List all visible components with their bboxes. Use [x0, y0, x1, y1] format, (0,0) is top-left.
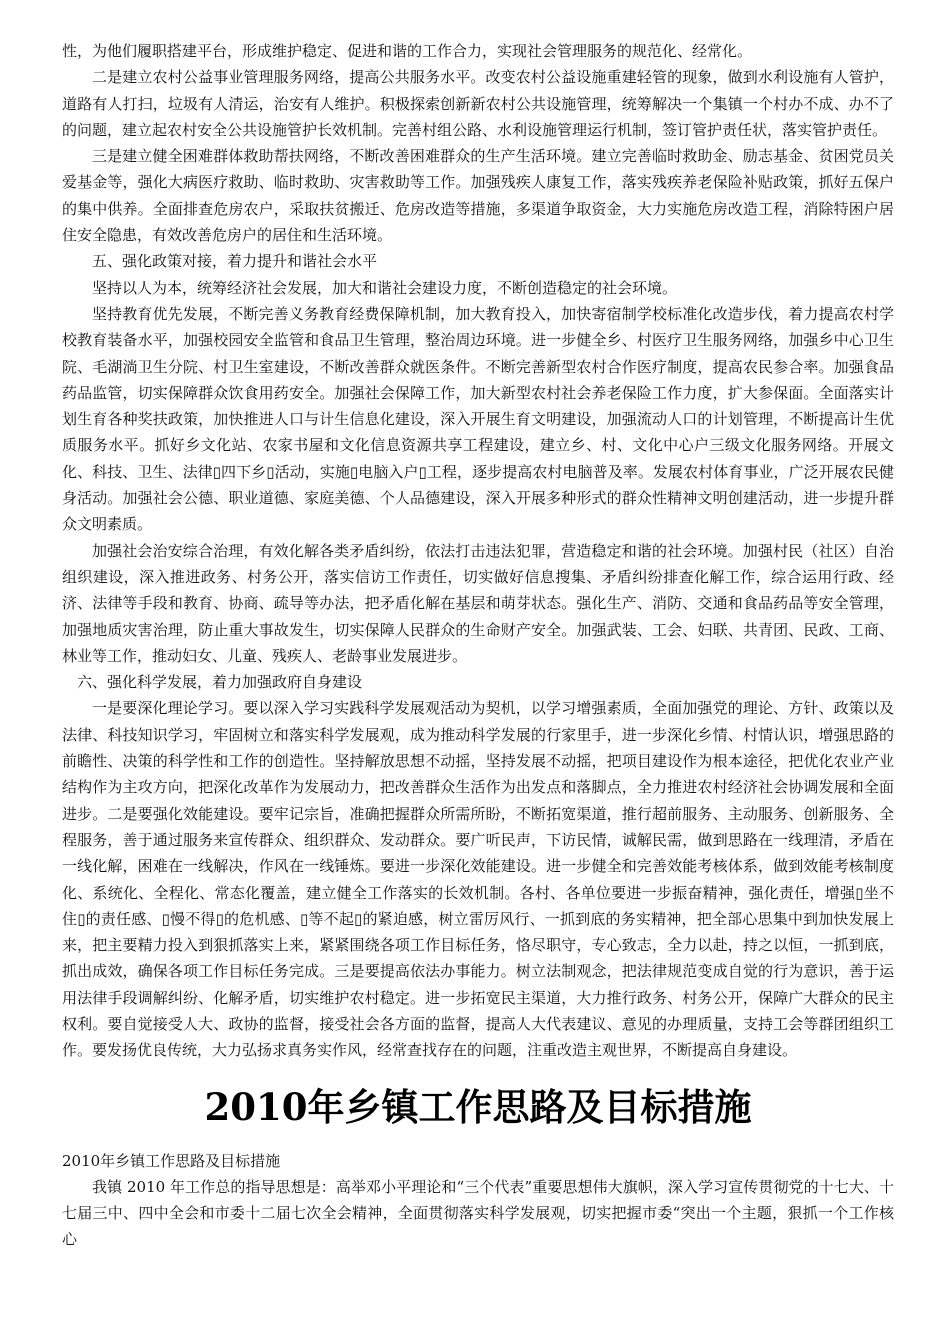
section-heading-five: 五、强化政策对接，着力提升和谐社会水平: [92, 252, 378, 271]
paragraph-people-oriented: 坚持以人为本，统筹经济社会发展，加大和谐社会建设力度，不断创造稳定的社会环境。: [92, 278, 678, 297]
paragraph-guiding-thought: 我镇 2010 年工作总的指导思想是：高举邓小平理论和“三个代表”重要思想伟大旗帜，深入学习宣传贯彻党的十七大、十七届三中、四中全会和市委十二届七次全会精神，全面贯彻落实科学发展观，切实把握市委“突出一个主题，狠抓一个工作核心: [62, 1177, 894, 1249]
paragraph-government-building: 一是要深化理论学习。要以深入学习实践科学发展观活动为契机，以学习增强素质，全面加强党的理论、方针、政策以及法律、科技知识学习，牢固树立和落实科学发展观，成为推动科学发展的行家里手，进一步深化乡情、村情认识，增强思路的前瞻性、决策的科学性和工作的创造性。坚持解放思想不动摇，坚持发展不动摇，把项目建设作为根本途径，把优化农业产业结构作为主攻方向，把深化改革作为发展动力，把改善群众生活作为出发点和落脚点，全力推进农村经济社会协调发展和全面进步。二是要强化效能建设。要牢记宗旨，准确把握群众所需所盼，不断拓宽渠道，推行超前服务、主动服务、创新服务、全程服务，善于通过服务来宣传群众、组织群众、发动群众。要广听民声，下访民情，诚解民需，做到思路在一线理清，矛盾在一线化解，困难在一线解决，作风在一线锤炼。要进一步深化效能建设。进一步健全和完善效能考核体系，做到效能考核制度化、系统化、全程化、常态化覆盖，建立健全工作落实的长效机制。各村、各单位要进一步振奋精神，强化责任，增强▯坐不住▯的责任感、▯慢不得▯的危机感、▯等不起▯的紧迫感，树立雷厉风行、一抓到底的务实精神，把全部心思集中到加快发展上来，把主要精力投入到狠抓落实上来，紧紧围绕各项工作目标任务，恪尽职守，专心致志，全力以赴，持之以恒，一抓到底，抓出成效，确保各项工作目标任务完成。三是要提高依法办事能力。树立法制观念，把法律规范变成自觉的行为意识，善于运用法律手段调解纠纷、化解矛盾，切实维护农村稳定。进一步拓宽民主渠道，大力推行政务、村务公开，保障广大群众的民主权利。要自觉接受人大、政协的监督，接受社会各方面的监督，提高人大代表建议、意见的办理质量，支持工会等群团组织工作。要发扬优良传统，大力弘扬求真务实作风，经常查找存在的问题，注重改造主观世界，不断提高自身建设。: [62, 699, 894, 1060]
paragraph-public-security: 加强社会治安综合治理，有效化解各类矛盾纠纷，依法打击违法犯罪，营造稳定和谐的社会环境。加强村民（社区）自治组织建设，深入推进政务、村务公开，落实信访工作责任，切实做好信息搜集、矛盾纠纷排查化解工作，综合运用行政、经济、法律等手段和教育、协商、疏导等办法，把矛盾化解在基层和萌芽状态。强化生产、消防、交通和食品药品等安全管理，加强地质灾害治理，防止重大事故发生，切实保障人民群众的生命财产安全。加强武装、工会、妇联、共青团、民政、工商、林业等工作，推动妇女、儿童、残疾人、老龄事业发展进步。: [62, 541, 894, 665]
section-heading-six: 六、强化科学发展，着力加强政府自身建设: [77, 673, 363, 692]
document-title: 2010年乡镇工作思路及目标措施: [204, 1084, 752, 1129]
paragraph-assistance-network: 三是建立健全困难群体救助帮扶网络，不断改善困难群众的生产生活环境。建立完善临时救助金、励志基金、贫困党员关爱基金等，强化大病医疗救助、临时救助、灾害救助等工作。加强残疾人康复工作，落实残疾养老保险补贴政策，抓好五保户的集中供养。全面排查危房农户，采取扶贫搬迁、危房改造等措施，多渠道争取资金，大力实施危房改造工程，消除特困户居住安全隐患，有效改善危房户的居住和生活环境。: [62, 147, 894, 245]
paragraph-education-health: 坚持教育优先发展，不断完善义务教育经费保障机制，加大教育投入，加快寄宿制学校标准化改造步伐，着力提高农村学校教育装备水平，加强校园安全监管和食品卫生管理，整治周边环境。进一步健全乡、村医疗卫生服务网络，加强乡中心卫生院、毛湖淌卫生分院、村卫生室建设，不断改善群众就医条件。不断完善新型农村合作医疗制度，提高农民参合率。加强食品药品监管，切实保障群众饮食用药安全。加强社会保障工作，加大新型农村社会养老保险工作力度，扩大参保面。全面落实计划生育各种奖扶政策，加快推进人口与计生信息化建设，深入开展生育文明建设，加强流动人口的计划管理，不断提高计生优质服务水平。抓好乡文化站、农家书屋和文化信息资源共享工程建设，建立乡、村、文化中心户三级文化服务网络。开展文化、科技、卫生、法律▯四下乡▯活动，实施▯电脑入户▯工程，逐步提高农村电脑普及率。发展农村体育事业，广泛开展农民健身活动。加强社会公德、职业道德、家庭美德、个人品德建设，深入开展多种形式的群众性精神文明创建活动，进一步提升群众文明素质。: [62, 304, 894, 534]
paragraph-public-services: 二是建立农村公益事业管理服务网络，提高公共服务水平。改变农村公益设施重建轻管的现象，做到水利设施有人管护，道路有人打扫，垃圾有人清运，治安有人维护。积极探索创新新农村公共设施管理，统筹解决一个集镇一个村办不成、办不了的问题，建立起农村安全公共设施管护长效机制。完善村组公路、水利设施管理运行机制，签订管护责任状，落实管护责任。: [62, 68, 894, 139]
paragraph-continuation: 性，为他们履职搭建平台，形成维护稳定、促进和谐的工作合力，实现社会管理服务的规范化、经常化。: [62, 42, 753, 60]
document-page: [62, 38, 894, 1253]
subtitle-line: 2010年乡镇工作思路及目标措施: [62, 1151, 281, 1170]
